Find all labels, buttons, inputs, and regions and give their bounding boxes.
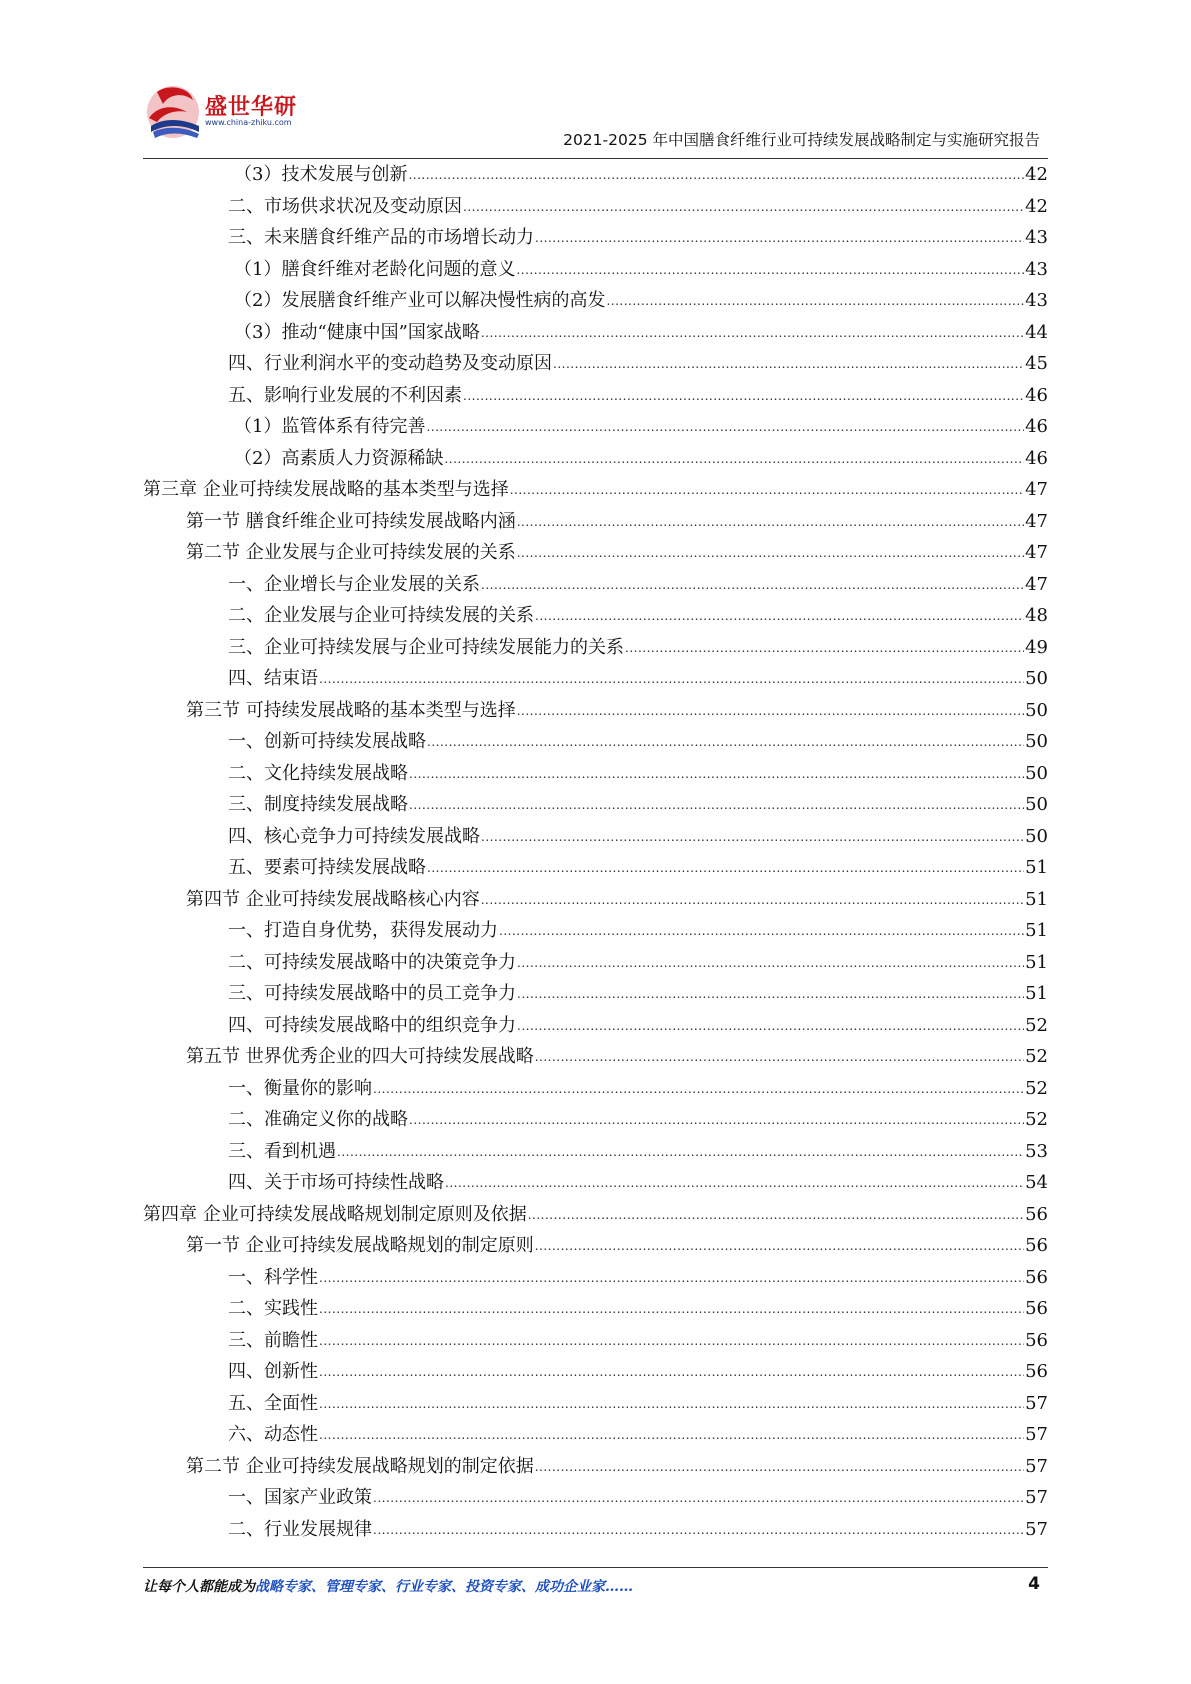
toc-dot-leader [517, 538, 1024, 570]
slogan-emphasis: 战略专家、管理专家、行业专家、投资专家、成功企业家…… [255, 1579, 633, 1595]
toc-entry-page: 50 [1025, 668, 1048, 689]
toc-entry-label: 五、全面性 [228, 1392, 318, 1414]
toc-entry-page: 50 [1025, 762, 1048, 784]
toc-entry-page: 56 [1025, 1329, 1048, 1351]
toc-entry-page: 43 [1025, 290, 1048, 311]
page-header [143, 78, 1048, 162]
toc-entry[interactable] [143, 695, 1048, 727]
toc-entry-label: 一、国家产业政策 [228, 1487, 372, 1508]
toc-entry[interactable] [143, 1104, 1048, 1136]
toc-dot-leader [517, 1011, 1024, 1043]
toc-dot-leader [319, 1326, 1024, 1358]
toc-dot-leader [625, 633, 1024, 665]
toc-entry-label: 第三节 可持续发展战略的基本类型与选择 [186, 699, 516, 721]
toc-entry-page: 51 [1025, 857, 1048, 878]
toc-entry-page: 52 [1025, 1014, 1048, 1036]
toc-dot-leader [481, 570, 1024, 602]
toc-entry-label: （2）高素质人力资源稀缺 [234, 447, 444, 469]
toc-entry-page: 47 [1025, 573, 1048, 595]
toc-entry[interactable] [143, 1136, 1048, 1168]
toc-dot-leader [373, 1483, 1024, 1515]
toc-entry-page: 51 [1025, 888, 1048, 910]
toc-entry-page: 51 [1025, 983, 1048, 1004]
toc-dot-leader [535, 1452, 1024, 1484]
toc-entry-page: 46 [1025, 447, 1048, 469]
toc-entry-page: 57 [1025, 1455, 1048, 1477]
toc-entry-page: 56 [1025, 1203, 1048, 1225]
toc-entry-page: 50 [1025, 825, 1048, 847]
toc-dot-leader [463, 192, 1024, 224]
toc-dot-leader [517, 696, 1024, 728]
toc-entry[interactable] [143, 317, 1048, 349]
company-logo [143, 78, 303, 146]
toc-entry-page: 50 [1025, 731, 1048, 752]
logo-url: www.china-zhiku.com [205, 118, 292, 127]
page-number: 4 [1028, 1574, 1040, 1594]
toc-entry[interactable] [143, 1199, 1048, 1231]
toc-dot-leader [427, 853, 1024, 885]
toc-entry-page: 54 [1025, 1172, 1048, 1193]
toc-entry[interactable] [143, 1356, 1048, 1388]
toc-entry-label: 二、实践性 [228, 1298, 318, 1319]
toc-entry-label: 二、准确定义你的战略 [228, 1109, 408, 1130]
toc-entry-label: 第二节 企业发展与企业可持续发展的关系 [186, 542, 516, 563]
toc-entry-label: 一、打造自身优势，获得发展动力 [228, 920, 498, 941]
toc-entry[interactable] [143, 1482, 1048, 1514]
toc-entry[interactable] [143, 1419, 1048, 1451]
toc-entry-label: （3）推动“健康中国”国家战略 [234, 321, 480, 343]
toc-entry-page: 56 [1025, 1361, 1048, 1382]
toc-dot-leader [499, 916, 1024, 948]
toc-entry-label: 一、企业增长与企业发展的关系 [228, 573, 480, 595]
toc-entry-page: 42 [1025, 164, 1048, 185]
toc-entry-label: 五、要素可持续发展战略 [228, 857, 426, 878]
toc-dot-leader [319, 1294, 1024, 1326]
toc-entry-label: 四、行业利润水平的变动趋势及变动原因 [228, 353, 552, 374]
toc-entry-label: 二、市场供求状况及变动原因 [228, 195, 462, 217]
toc-entry-page: 56 [1025, 1298, 1048, 1319]
toc-entry-page: 57 [1025, 1518, 1048, 1540]
toc-dot-leader [319, 1389, 1024, 1421]
toc-entry-label: （3）技术发展与创新 [234, 164, 408, 185]
toc-entry-label: 四、创新性 [228, 1361, 318, 1382]
toc-dot-leader [510, 475, 1024, 507]
toc-entry-page: 57 [1025, 1487, 1048, 1508]
toc-entry-page: 48 [1025, 605, 1048, 626]
toc-entry-page: 52 [1025, 1046, 1048, 1067]
toc-entry-page: 51 [1025, 920, 1048, 941]
toc-entry[interactable] [143, 821, 1048, 853]
toc-entry-label: 二、企业发展与企业可持续发展的关系 [228, 605, 534, 626]
toc-entry-label: 第三章 企业可持续发展战略的基本类型与选择 [143, 479, 509, 500]
toc-entry[interactable] [143, 159, 1048, 191]
toc-dot-leader [535, 601, 1024, 633]
logo-name: 盛世华研 [205, 95, 298, 120]
toc-dot-leader [319, 1357, 1024, 1389]
toc-entry-label: 五、影响行业发展的不利因素 [228, 384, 462, 406]
toc-entry-label: 三、未来膳食纤维产品的市场增长动力 [228, 227, 534, 248]
toc-entry[interactable] [143, 1073, 1048, 1105]
toc-entry[interactable] [143, 1230, 1048, 1262]
toc-dot-leader [481, 885, 1024, 917]
toc-entry[interactable] [143, 1262, 1048, 1294]
toc-entry-label: 第一节 企业可持续发展战略规划的制定原则 [186, 1235, 534, 1256]
toc-dot-leader [481, 318, 1024, 350]
toc-entry[interactable] [143, 1010, 1048, 1042]
toc-entry-label: （2）发展膳食纤维产业可以解决慢性病的高发 [234, 290, 606, 311]
footer-divider [143, 1567, 1048, 1568]
toc-entry[interactable] [143, 1041, 1048, 1073]
toc-entry-page: 57 [1025, 1424, 1048, 1445]
toc-entry[interactable] [143, 191, 1048, 223]
toc-entry[interactable] [143, 947, 1048, 979]
toc-entry[interactable] [143, 348, 1048, 380]
toc-entry-label: 三、看到机遇 [228, 1140, 336, 1162]
toc-entry-page: 43 [1025, 258, 1048, 280]
toc-dot-leader [535, 1231, 1024, 1263]
toc-entry-label: 一、衡量你的影响 [228, 1077, 372, 1099]
toc-entry[interactable] [143, 1167, 1048, 1199]
toc-entry[interactable] [143, 726, 1048, 758]
footer-slogan [143, 1576, 633, 1596]
toc-entry[interactable] [143, 915, 1048, 947]
toc-dot-leader [444, 444, 1024, 476]
toc-entry-label: 三、企业可持续发展与企业可持续发展能力的关系 [228, 636, 624, 658]
toc-entry-page: 47 [1025, 479, 1048, 500]
toc-entry-label: 四、关于市场可持续性战略 [228, 1172, 444, 1193]
toc-entry[interactable] [143, 443, 1048, 475]
toc-dot-leader [606, 286, 1024, 318]
toc-entry[interactable] [143, 1514, 1048, 1546]
toc-entry-label: 六、动态性 [228, 1424, 318, 1445]
toc-dot-leader [553, 349, 1024, 381]
toc-entry-label: 第五节 世界优秀企业的四大可持续发展战略 [186, 1046, 534, 1067]
toc-entry-page: 43 [1025, 227, 1048, 248]
toc-entry-page: 56 [1025, 1235, 1048, 1256]
report-title: 2021-2025 年中国膳食纤维行业可持续发展战略制定与实施研究报告 [563, 131, 1040, 149]
toc-entry-page: 50 [1025, 699, 1048, 721]
toc-entry-label: 一、科学性 [228, 1266, 318, 1288]
toc-entry[interactable] [143, 506, 1048, 538]
toc-entry-label: （1）膳食纤维对老龄化问题的意义 [234, 258, 516, 280]
toc-dot-leader [319, 664, 1024, 696]
toc-entry-label: 四、可持续发展战略中的组织竞争力 [228, 1014, 516, 1036]
toc-entry-page: 45 [1025, 353, 1048, 374]
table-of-contents [143, 159, 1048, 1545]
toc-dot-leader [373, 1074, 1024, 1106]
toc-entry[interactable] [143, 380, 1048, 412]
toc-entry[interactable] [143, 1388, 1048, 1420]
toc-entry[interactable] [143, 474, 1048, 506]
toc-entry-page: 52 [1025, 1109, 1048, 1130]
toc-entry[interactable] [143, 537, 1048, 569]
logo-emblem-icon [143, 82, 207, 142]
toc-dot-leader [427, 727, 1024, 759]
toc-entry[interactable] [143, 1325, 1048, 1357]
toc-dot-leader [481, 822, 1024, 854]
toc-dot-leader [319, 1420, 1024, 1452]
toc-dot-leader [517, 979, 1024, 1011]
toc-entry-page: 50 [1025, 794, 1048, 815]
toc-entry-page: 53 [1025, 1140, 1048, 1162]
toc-entry-page: 47 [1025, 542, 1048, 563]
toc-entry-page: 49 [1025, 636, 1048, 658]
toc-entry-page: 56 [1025, 1266, 1048, 1288]
toc-entry-page: 52 [1025, 1077, 1048, 1099]
toc-dot-leader [409, 790, 1024, 822]
toc-dot-leader [409, 759, 1024, 791]
toc-dot-leader [426, 412, 1024, 444]
toc-entry-label: 四、核心竞争力可持续发展战略 [228, 825, 480, 847]
toc-entry-page: 47 [1025, 510, 1048, 532]
toc-entry[interactable] [143, 789, 1048, 821]
toc-entry[interactable] [143, 758, 1048, 790]
toc-dot-leader [517, 948, 1024, 980]
toc-entry[interactable] [143, 978, 1048, 1010]
toc-entry-label: （1）监管体系有待完善 [234, 416, 426, 437]
toc-dot-leader [463, 381, 1024, 413]
toc-entry[interactable] [143, 1293, 1048, 1325]
toc-entry[interactable] [143, 1451, 1048, 1483]
toc-entry-label: 第四节 企业可持续发展战略核心内容 [186, 888, 480, 910]
toc-entry-page: 44 [1025, 321, 1048, 343]
toc-entry-label: 一、创新可持续发展战略 [228, 731, 426, 752]
toc-entry[interactable] [143, 569, 1048, 601]
toc-entry[interactable] [143, 632, 1048, 664]
toc-entry-page: 51 [1025, 951, 1048, 973]
toc-entry-page: 46 [1025, 384, 1048, 406]
toc-entry-page: 57 [1025, 1392, 1048, 1414]
toc-dot-leader [319, 1263, 1024, 1295]
toc-entry-label: 二、文化持续发展战略 [228, 762, 408, 784]
toc-entry[interactable] [143, 254, 1048, 286]
toc-entry-label: 三、可持续发展战略中的员工竞争力 [228, 983, 516, 1004]
toc-dot-leader [535, 1042, 1024, 1074]
toc-entry[interactable] [143, 285, 1048, 317]
toc-entry[interactable] [143, 222, 1048, 254]
toc-dot-leader [517, 507, 1024, 539]
toc-dot-leader [409, 1105, 1024, 1137]
toc-dot-leader [373, 1515, 1024, 1547]
toc-dot-leader [528, 1200, 1024, 1232]
toc-dot-leader [445, 1168, 1024, 1200]
toc-dot-leader [535, 223, 1024, 255]
toc-entry[interactable] [143, 884, 1048, 916]
toc-entry-label: 三、制度持续发展战略 [228, 794, 408, 815]
toc-entry-label: 第四章 企业可持续发展战略规划制定原则及依据 [143, 1203, 527, 1225]
toc-entry-label: 四、结束语 [228, 668, 318, 689]
toc-entry-label: 三、前瞻性 [228, 1329, 318, 1351]
toc-entry-label: 二、可持续发展战略中的决策竞争力 [228, 951, 516, 973]
toc-entry-label: 第二节 企业可持续发展战略规划的制定依据 [186, 1455, 534, 1477]
toc-entry[interactable] [143, 600, 1048, 632]
page-footer [143, 1576, 1048, 1600]
toc-entry[interactable] [143, 852, 1048, 884]
toc-dot-leader [337, 1137, 1024, 1169]
toc-dot-leader [408, 160, 1024, 192]
toc-dot-leader [516, 255, 1024, 287]
toc-entry-label: 二、行业发展规律 [228, 1518, 372, 1540]
slogan-prefix: 让每个人都能成为 [143, 1579, 255, 1595]
toc-entry-page: 42 [1025, 195, 1048, 217]
toc-entry[interactable] [143, 663, 1048, 695]
toc-entry[interactable] [143, 411, 1048, 443]
toc-entry-label: 第一节 膳食纤维企业可持续发展战略内涵 [186, 510, 516, 532]
toc-entry-page: 46 [1025, 416, 1048, 437]
